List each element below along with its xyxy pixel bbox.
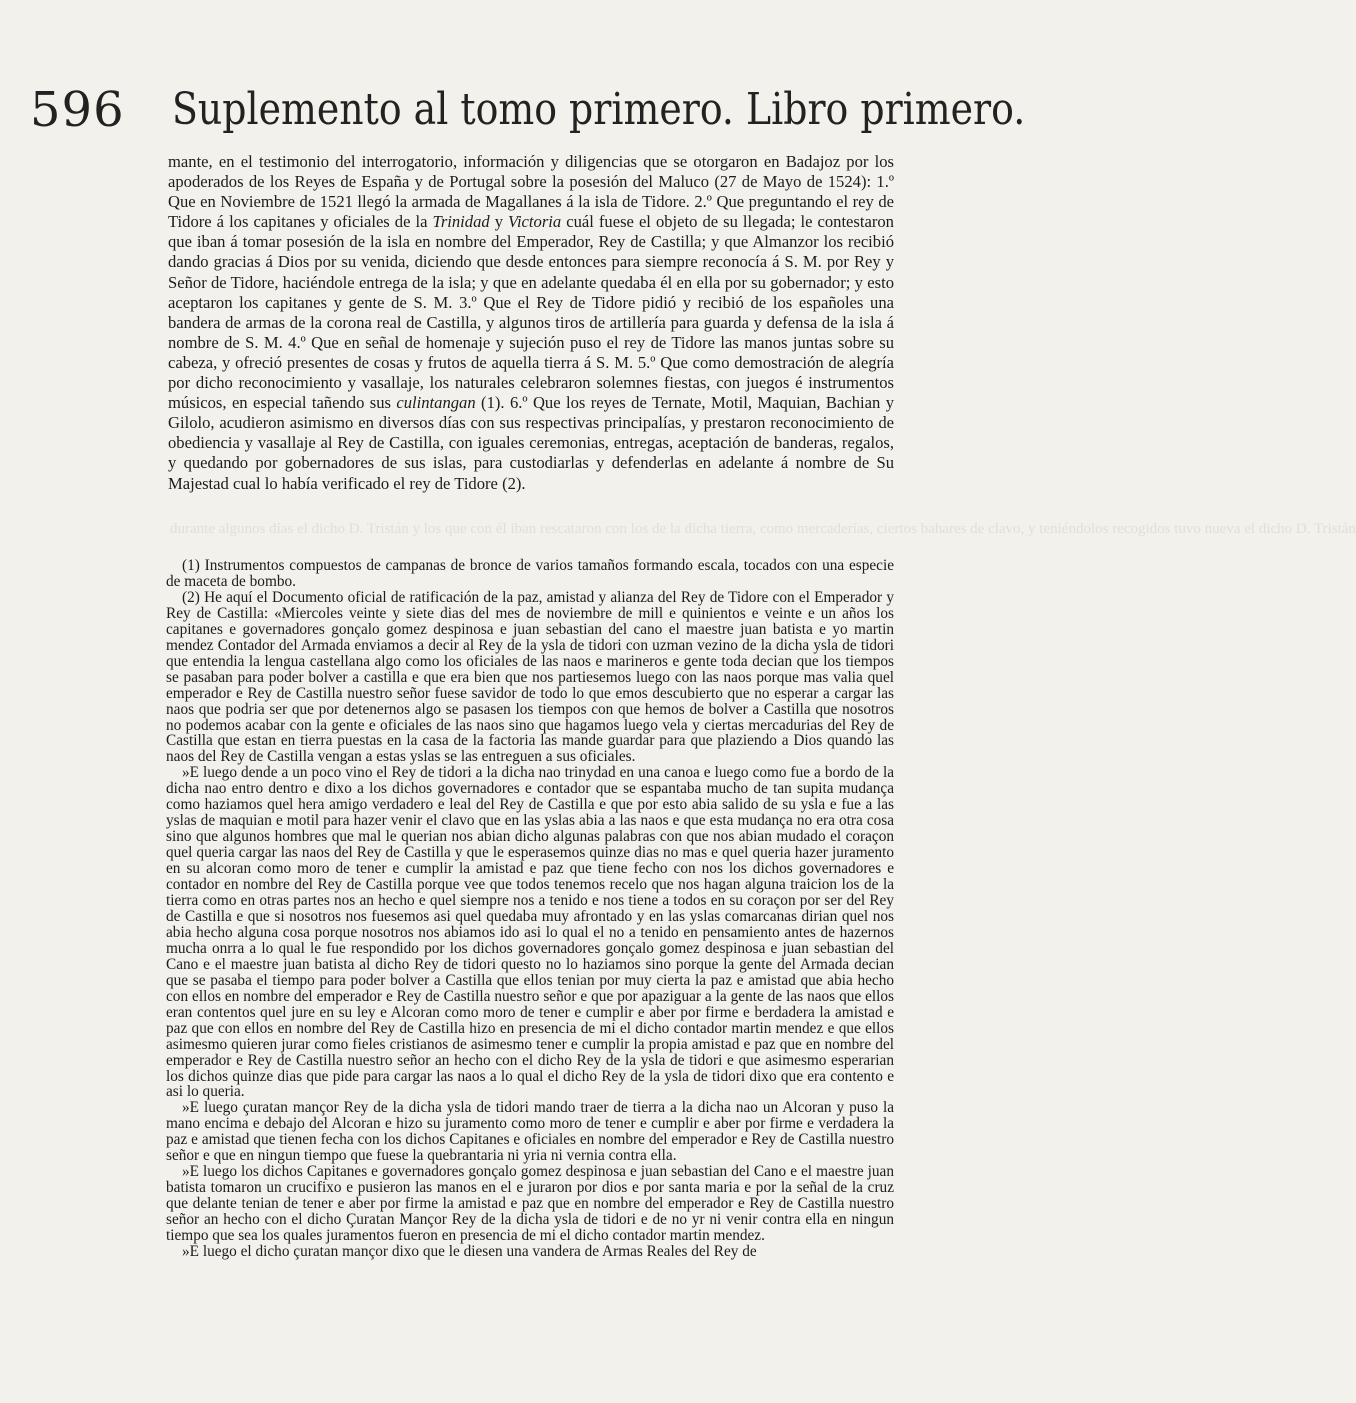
main-paragraph (168, 152, 894, 494)
paragraph-text: mante, en el testimonio del interrogatorio, información y diligencias que se otorgaron en Badajoz por los apoderados de los Reyes de España y de Portugal sobre la posesión del Maluco (27 de Mayo de 1524): 1.º Que en Noviembre de 1521 llegó la armada de Magallanes á la isla de Tidore. 2.º Que preguntando el rey de Tidore á los capitanes y oficiales de la (168, 152, 894, 232)
footnote-1: (1) Instrumentos compuestos de campanas de bronce de varios tamaños formando escala, tocados con una especie de maceta de bombo. (166, 557, 894, 590)
footnote-2: (2) He aquí el Documento oficial de ratificación de la paz, amistad y alianza del Rey de Tidore con el Emperador y Rey de Castilla: «Miercoles veinte y siete dias del mes de noviembre de mill e quinientos e veinte e un años los capitanes e governadores gonçalo gomez despinosa e juan sebastian del cano el maestre juan batista e yo martin mendez Contador del Armada enviamos a decir al Rey de la ysla de tidori con uzman vezino de la dicha ysla de tidori que entendia la lengua castellana algo como los oficiales de las naos e marineros e gente toda decian que los tiempos se pasaban para poder bolver a castilla e que era bien que nos partiesemos luego con las naos porque mas valia quel emperador e Rey de Castilla nuestro señor fuese savidor de todo lo que emos descubierto que no esperar a cargar las naos que podria ser que por detenernos algo se pasasen los tiempos con que hemos de bolver a Castilla que nosotros no podemos acabar con la gente e oficiales de las naos sino que hagamos luego vela y ciertas mercadurias del Rey de Castilla que estan en tierra puestas en la casa de la factoria las mande guardar para que plaziendo a Dios quando las naos del Rey de Castilla vengan a estas yslas se las entreguen a sus oficiales. (166, 588, 894, 766)
bleed-through-text: durante algunos días el dicho D. Tristán y los que con él iban rescataron con los de la dicha tierra, como mercaderías, ciertos bahares de clavo, y teniéndolos recogidos tuvo nueva el dicho D. Tristán (170, 521, 1356, 537)
footnotes (166, 558, 894, 1260)
page-number: 596 (30, 82, 125, 138)
footnote-paragraph: »E luego çuratan mançor Rey de la dicha ysla de tidori mando traer de tierra a la dicha nao un Alcoran y puso la mano encima e debajo del Alcoran e hizo su juramento como moro de tener e cumplir e aber por firme e verdadera la paz e amistad que tienen fecha con los dichos Capitanes e oficiales en nombre del emperador e Rey de Castilla nuestro señor e que en ningun tiempo que fuese la quebrantaria ni yria ni vernia contra ella. (166, 1099, 894, 1165)
ship-name-trinidad: Trinidad (432, 212, 490, 232)
paragraph-text: (1). 6.º Que los reyes de Ternate, Motil, Maquian, Bachian y Gilolo, acudieron asimismo en diversos días con sus respectivas principalías, y prestaron reconocimiento de obediencia y vasallaje al Rey de Castilla, con iguales ceremonias, entregas, aceptación de banderas, regalos, y quedando por gobernadores de sus islas, para custodiarlas y defenderlas en adelante á nombre de Su Majestad cual lo había verificado el rey de Tidore (2). (168, 393, 894, 493)
paragraph-text: cuál fuese el objeto de su llegada; le contestaron que iban á tomar posesión de la isla en nombre del Emperador, Rey de Castilla; y que Almanzor los recibió dando gracias á Dios por su venida, diciendo que desde entonces para siempre reconocía á S. M. por Rey y Señor de Tidore, haciéndole entrega de la isla; y que en adelante quedaba él en ella por su gobernador; y esto aceptaron los capitanes y gente de S. M. 3.º Que el Rey de Tidore pidió y recibió de los españoles una bandera de armas de la corona real de Castilla, y algunos tiros de artillería para guarda y defensa de la isla á nombre de S. M. 4.º Que en señal de homenaje y sujeción puso el rey de Tidore las manos juntas sobre su cabeza, y ofreció presentes de cosas y frutos de aquella tierra á S. M. 5.º Que como demostración de alegría por dicho reconocimiento y vasallaje, los naturales celebraron solemnes fiestas, con juegos é instrumentos músicos, en especial tañendo sus (168, 212, 894, 413)
instrument-name: culintangan (396, 393, 476, 413)
footnote-paragraph: »E luego el dicho çuratan mançor dixo que le diesen una vandera de Armas Reales del Rey de (182, 1242, 757, 1260)
footnote-paragraph: »E luego dende a un poco vino el Rey de tidori a la dicha nao trinydad en una canoa e luego como fue a bordo de la dicha nao entro dentro e dixo a los dichos governadores e contador que se espantaba mucho de tan supita mudança como haziamos quel hera amigo verdadero e leal del Rey de Castilla e que por esto abia salido de su ysla e fue a las yslas de maquian e motil para hazer venir el clavo que en las yslas abia a las naos e que esta mudança no era otra cosa sino que algunos hombres que mal le querian nos abian dicho algunas palabras con que nos abian mudado el coraçon quel queria cargar las naos del Rey de Castilla y que le esperasemos quinze dias no mas e quel queria hazer juramento en su alcoran como moro de tener e cumplir la amistad e paz que tiene fecho con nos los dichos governadores e contador en nombre del Rey de Castilla porque vee que todos tenemos recelo que nos hagan alguna traicion los de la tierra como en otras partes nos an hecho e quel siempre nos a tenido e nos tiene a todos en su coraçon por ser del Rey de Castilla e que si nosotros nos fuesemos asi quel quedaba muy afrontado y en las yslas comarcanas dirian quel nos abia hecho alguna cosa porque nosotros nos abiamos ido asi lo qual el no a tenido en pensamiento antes de hazernos mucha onrra a lo qual le fue respondido por los dichos governadores gonçalo gomez despinosa e juan sebastian del Cano e el maestre juan batista al dicho Rey de tidori questo no lo haziamos sino porque la gente del Armada decian que se pasaba el tiempo para poder bolver a Castilla que ellos tenian por muy cierta la paz e amistad que abia hecho con ellos en nombre del emperador e Rey de Castilla nuestro señor e que por apaziguar a la gente de las naos que ellos eran contentos quel jure en su ley e Alcoran como moro de tener e cumplir e aber por firme e berdadera la amistad e paz que con ellos en nombre del Rey de Castilla hizo en presencia de mi el dicho contador martin mendez e que ellos asimesmo quieren jurar como fieles cristianos de asimesmo tener e cumplir la propia amistad e paz que en nombre del emperador e Rey de Castilla nuestro señor an hecho con el dicho Rey de la ysla de tidori e que asimesmo esperarian los dichos quinze dias que pide para cargar las naos a lo qual el dicho Rey de la ysla de tidori dixo que era contento e asi lo queria. (166, 764, 894, 1101)
running-title: Suplemento al tomo primero. Libro primero. (172, 84, 1026, 135)
ship-name-victoria: Victoria (508, 212, 562, 232)
page-header (0, 78, 1026, 148)
conjunction: y (489, 212, 509, 232)
footnote-paragraph: »E luego los dichos Capitanes e governadores gonçalo gomez despinosa e juan sebastian del Cano e el maestre juan batista tomaron un crucifixo e pusieron las manos en el e juraron por dios e por santa maria e por la señal de la cruz que delante tenian de tener e aber por firme la amistad e paz que en nombre del emperador e Rey de Castilla nuestro señor an hecho con el dicho Çuratan Mançor Rey de la dicha ysla de tidori e de no yr ni venir contra ella en ningun tiempo que sea los quales juramentos fueron en presencia de mi el dicho contador martin mendez. (166, 1163, 894, 1245)
